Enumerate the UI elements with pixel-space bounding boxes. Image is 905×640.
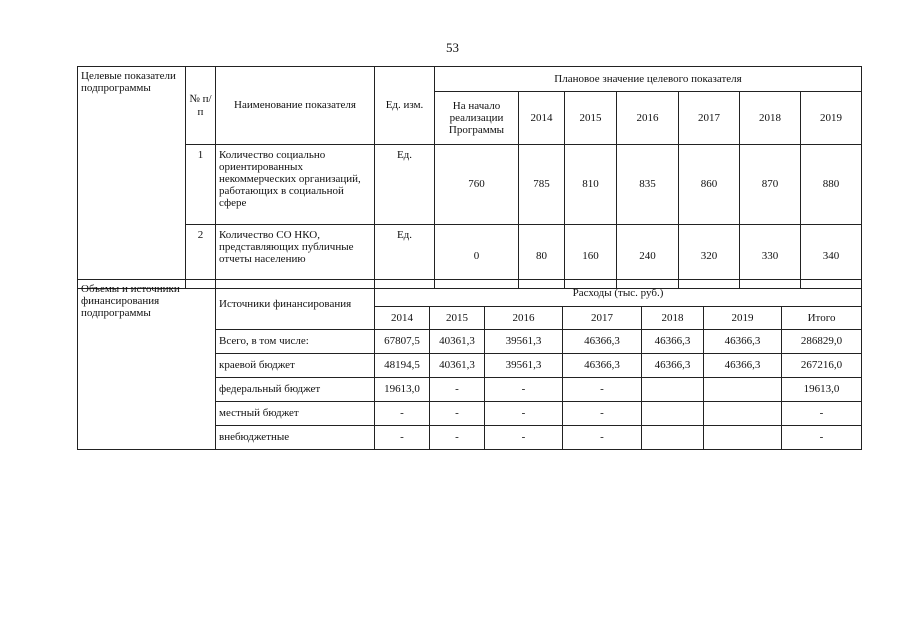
expense-total: 286829,0	[782, 330, 862, 354]
expense-value: -	[375, 426, 430, 450]
indicator-name: Количество социально ориентированных некоммерческих организаций, работающих в социальной сфере	[216, 145, 375, 225]
expense-value: 46366,3	[704, 354, 782, 378]
header-year: 2019	[801, 92, 862, 145]
row-number: 1	[186, 145, 216, 225]
expense-value: 39561,3	[485, 354, 563, 378]
indicator-value: 80	[519, 225, 565, 289]
table-row	[78, 145, 862, 225]
expense-value: 40361,3	[430, 354, 485, 378]
header-year: 2017	[563, 307, 642, 330]
expense-value: -	[563, 378, 642, 402]
header-total: Итого	[782, 307, 862, 330]
expense-value: 40361,3	[430, 330, 485, 354]
header-year: 2014	[375, 307, 430, 330]
expense-value: 46366,3	[642, 354, 704, 378]
indicator-unit: Ед.	[375, 145, 435, 225]
target-indicators-table	[77, 66, 862, 289]
expense-value: -	[430, 402, 485, 426]
header-year: 2018	[642, 307, 704, 330]
expense-value	[642, 402, 704, 426]
expense-value: -	[563, 426, 642, 450]
indicator-unit: Ед.	[375, 225, 435, 289]
expense-total: -	[782, 426, 862, 450]
expense-value: -	[485, 402, 563, 426]
expense-total: -	[782, 402, 862, 426]
expense-value	[642, 426, 704, 450]
expense-value: -	[430, 426, 485, 450]
header-planned-value: Плановое значение целевого показателя	[435, 67, 862, 92]
expense-value: 46366,3	[704, 330, 782, 354]
header-expenses: Расходы (тыс. руб.)	[375, 280, 862, 307]
indicator-value: 785	[519, 145, 565, 225]
indicator-start-value: 0	[435, 225, 519, 289]
expense-value: 19613,0	[375, 378, 430, 402]
source-label: местный бюджет	[216, 402, 375, 426]
source-label: Всего, в том числе:	[216, 330, 375, 354]
header-unit: Ед. изм.	[375, 67, 435, 145]
expense-value: 46366,3	[563, 354, 642, 378]
indicator-start-value: 760	[435, 145, 519, 225]
expense-value: 48194,5	[375, 354, 430, 378]
indicator-value: 810	[565, 145, 617, 225]
source-label: краевой бюджет	[216, 354, 375, 378]
expense-value: -	[485, 426, 563, 450]
expense-value	[704, 402, 782, 426]
expense-total: 19613,0	[782, 378, 862, 402]
expense-value	[704, 426, 782, 450]
header-indicator-name: Наименование показателя	[216, 67, 375, 145]
expense-value: -	[485, 378, 563, 402]
expense-value: 46366,3	[642, 330, 704, 354]
indicator-value: 160	[565, 225, 617, 289]
expense-value: 39561,3	[485, 330, 563, 354]
source-label: федеральный бюджет	[216, 378, 375, 402]
indicator-value: 330	[740, 225, 801, 289]
header-num: № п/п	[186, 67, 216, 145]
expense-value	[704, 378, 782, 402]
row-number: 2	[186, 225, 216, 289]
expense-total: 267216,0	[782, 354, 862, 378]
indicator-value: 340	[801, 225, 862, 289]
page-number: 53	[446, 40, 459, 55]
indicator-value: 870	[740, 145, 801, 225]
financing-table	[77, 279, 862, 450]
header-start-of-program: На начало реализации Программы	[435, 92, 519, 145]
indicator-value: 880	[801, 145, 862, 225]
header-year: 2015	[565, 92, 617, 145]
indicator-name: Количество СО НКО, представляющих публичные отчеты населению	[216, 225, 375, 289]
source-label: внебюджетные	[216, 426, 375, 450]
header-sources: Источники финансирования	[216, 280, 375, 330]
expense-value: -	[430, 378, 485, 402]
indicator-value: 320	[679, 225, 740, 289]
indicator-value: 240	[617, 225, 679, 289]
indicator-value: 835	[617, 145, 679, 225]
header-year: 2017	[679, 92, 740, 145]
header-year: 2014	[519, 92, 565, 145]
financing-section-label: Объемы и источники финансирования подпрограммы	[78, 280, 216, 450]
indicator-value: 860	[679, 145, 740, 225]
header-year: 2016	[617, 92, 679, 145]
expense-value: 67807,5	[375, 330, 430, 354]
indicators-section-label: Целевые показатели подпрограммы	[78, 67, 186, 289]
expense-value	[642, 378, 704, 402]
header-year: 2018	[740, 92, 801, 145]
expense-value: -	[375, 402, 430, 426]
expense-value: -	[563, 402, 642, 426]
header-year: 2019	[704, 307, 782, 330]
header-year: 2015	[430, 307, 485, 330]
expense-value: 46366,3	[563, 330, 642, 354]
header-year: 2016	[485, 307, 563, 330]
